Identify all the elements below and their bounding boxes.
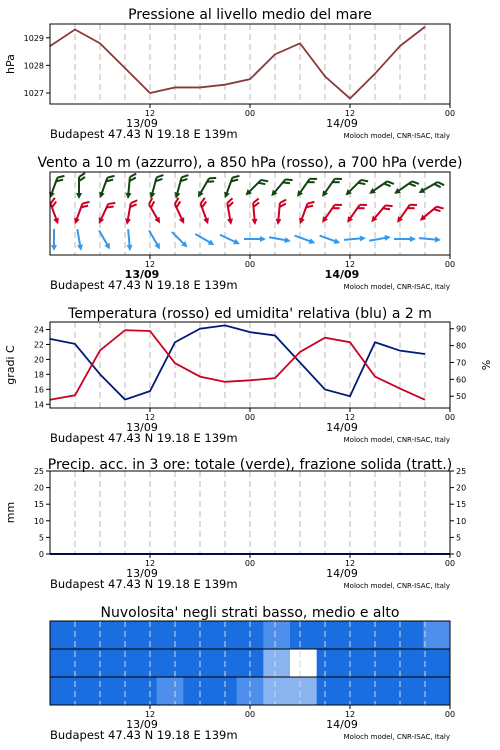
- y2-tick-label: 50: [456, 392, 467, 402]
- x-tick-label: 12: [344, 710, 356, 719]
- date-label: 14/09: [326, 421, 358, 434]
- barb-feather: [209, 175, 216, 181]
- cloud-cell: [210, 677, 237, 706]
- wind-barb-10m: [146, 229, 162, 251]
- model-credit: Moloch model, CNR-ISAC, Italy: [343, 436, 450, 444]
- location-label: Budapest 47.43 N 19.18 E 139m: [50, 278, 238, 292]
- y2-tick-label: 25: [456, 467, 467, 476]
- x-tick-label: 00: [244, 109, 256, 118]
- barb-head: [309, 238, 317, 246]
- humidity-line: [50, 325, 425, 399]
- wind-barb-850hPa: [275, 199, 286, 226]
- barb-head: [435, 237, 442, 244]
- y-tick-label: 5: [38, 533, 44, 543]
- x-tick-label: 00: [244, 413, 256, 422]
- wind-barb-10m: [419, 235, 441, 243]
- x-tick-label: 12: [344, 413, 356, 422]
- barb-feather: [182, 173, 189, 178]
- chart-title: Vento a 10 m (azzurro), a 850 hPa (rosso), a 700 hPa (verde): [37, 155, 463, 171]
- barb-feather: [232, 174, 239, 180]
- barb-feather: [107, 174, 114, 180]
- cloud-cell: [103, 677, 130, 706]
- barb-head: [208, 239, 216, 247]
- cloud-cell: [130, 621, 157, 650]
- y2-tick-label: 5: [456, 533, 462, 543]
- x-tick-label: 00: [444, 413, 456, 422]
- barb-head: [222, 192, 230, 200]
- cloud-cell: [317, 649, 344, 678]
- wind-barb-850hPa: [144, 198, 165, 225]
- y-tick-label: 16: [33, 385, 44, 395]
- wind-barb-700hPa: [125, 173, 136, 200]
- cloud-cell: [343, 677, 370, 706]
- wind-barb-850hPa: [124, 199, 137, 226]
- y2-tick-label: 90: [456, 324, 467, 334]
- cloud-cell: [50, 621, 77, 650]
- model-credit: Moloch model, CNR-ISAC, Italy: [343, 283, 450, 291]
- x-tick-label: 12: [344, 559, 356, 568]
- y2-tick-label: 70: [456, 358, 467, 368]
- wind-barb-700hPa: [320, 174, 342, 200]
- wind-barb-10m: [294, 233, 317, 246]
- x-tick-label: 00: [244, 710, 256, 719]
- cloud-cell: [317, 677, 344, 706]
- cloud-cell: [370, 677, 397, 706]
- barb-head: [410, 236, 416, 242]
- x-tick-label: 12: [144, 559, 156, 568]
- barb-head: [76, 193, 82, 199]
- chart-title: Temperatura (rosso) ed umidita' relativa (blu) a 2 m: [68, 306, 432, 322]
- barb-head: [252, 219, 259, 226]
- wind-barb-850hPa: [369, 200, 393, 226]
- y-tick-label: 18: [33, 370, 44, 380]
- wind-barb-700hPa: [195, 173, 216, 200]
- date-label: 14/09: [324, 268, 360, 281]
- barb-head: [53, 218, 61, 226]
- date-label: 14/09: [326, 117, 358, 130]
- cloud-cell: [423, 621, 450, 650]
- y-tick-label: 15: [33, 500, 44, 510]
- location-label: Budapest 47.43 N 19.18 E 139m: [50, 577, 238, 591]
- chart-title: Precip. acc. in 3 ore: totale (verde), frazione solida (tratt.): [47, 457, 453, 473]
- cloud-cell: [183, 621, 210, 650]
- y2-tick-label: 0: [456, 550, 462, 559]
- wind-barb-700hPa: [243, 175, 268, 200]
- wind-barb-10m: [319, 233, 342, 246]
- x-tick-label: 00: [444, 710, 456, 719]
- y-tick-label: 1029: [23, 33, 44, 43]
- barb-head: [127, 245, 134, 252]
- wind-barb-850hPa: [196, 198, 213, 226]
- y-tick-label: 0: [38, 550, 44, 559]
- model-credit: Moloch model, CNR-ISAC, Italy: [343, 582, 450, 590]
- y2-tick-label: 10: [456, 516, 467, 526]
- y-tick-label: 25: [33, 467, 44, 476]
- barb-head: [97, 192, 105, 200]
- wind-barb-10m: [394, 236, 416, 242]
- y-axis-label: mm: [4, 501, 17, 524]
- barb-head: [227, 218, 234, 225]
- y-axis-label: hPa: [4, 54, 17, 74]
- date-label: 13/09: [126, 421, 158, 434]
- wind-barb-10m: [194, 231, 216, 247]
- barb-head: [154, 217, 162, 225]
- y-tick-label: 10: [33, 516, 44, 526]
- cloud-cell: [397, 677, 424, 706]
- cloud-cell: [370, 621, 397, 650]
- location-label: Budapest 47.43 N 19.18 E 139m: [50, 127, 238, 141]
- wind-barb-700hPa: [392, 177, 418, 199]
- cloud-cell: [50, 677, 77, 706]
- wind-barb-700hPa: [367, 177, 393, 199]
- barb-head: [233, 239, 241, 247]
- location-label: Budapest 47.43 N 19.18 E 139m: [50, 728, 238, 742]
- x-tick-label: 12: [344, 260, 356, 269]
- wind-barb-700hPa: [343, 175, 368, 200]
- wind-barb-10m: [219, 232, 241, 247]
- y2-tick-label: 60: [456, 375, 467, 385]
- y-tick-label: 20: [33, 355, 44, 365]
- wind-barb-850hPa: [250, 199, 261, 226]
- x-tick-label: 12: [344, 109, 356, 118]
- wind-barb-700hPa: [295, 174, 317, 200]
- cloud-cell: [343, 621, 370, 650]
- cloud-cell: [290, 649, 317, 678]
- barb-feather: [157, 173, 164, 178]
- cloud-cell: [397, 621, 424, 650]
- wind-barb-10m: [244, 236, 266, 242]
- wind-barb-10m: [170, 230, 190, 250]
- barb-head: [154, 243, 162, 251]
- date-label: 13/09: [126, 567, 158, 580]
- cloud-cell: [157, 649, 184, 678]
- cloud-cell: [157, 621, 184, 650]
- barb-feather: [57, 174, 64, 180]
- x-tick-label: 00: [444, 260, 456, 269]
- x-tick-label: 00: [444, 109, 456, 118]
- y-tick-label: 1027: [23, 88, 44, 98]
- cloud-cell: [183, 649, 210, 678]
- cloud-cell: [263, 677, 290, 706]
- wind-barb-850hPa: [224, 198, 237, 225]
- cloud-cell: [263, 621, 290, 650]
- cloud-cell: [210, 649, 237, 678]
- barb-head: [125, 193, 132, 200]
- temperature-line: [50, 330, 425, 400]
- barb-feather: [108, 200, 115, 206]
- barb-head: [51, 245, 57, 251]
- barb-head: [260, 236, 266, 242]
- cloud-cell: [397, 649, 424, 678]
- cloud-cell: [290, 677, 317, 706]
- cloud-cell: [157, 677, 184, 706]
- barb-head: [334, 238, 342, 246]
- cloud-cell: [290, 621, 317, 650]
- wind-barb-850hPa: [320, 200, 342, 226]
- location-label: Budapest 47.43 N 19.18 E 139m: [50, 431, 238, 445]
- y2-tick-label: 20: [456, 483, 467, 493]
- barb-head: [417, 187, 425, 195]
- barb-head: [284, 237, 291, 244]
- barb-feather: [131, 199, 138, 204]
- y-tick-label: 20: [33, 483, 44, 493]
- barb-head: [203, 218, 211, 226]
- model-credit: Moloch model, CNR-ISAC, Italy: [343, 733, 450, 741]
- x-tick-label: 12: [144, 260, 156, 269]
- wind-barb-10m: [96, 229, 112, 251]
- cloud-cell: [103, 649, 130, 678]
- wind-barb-10m: [344, 235, 366, 243]
- barb-head: [360, 235, 367, 242]
- date-label: 14/09: [326, 718, 358, 731]
- barb-head: [72, 218, 80, 226]
- barb-head: [77, 244, 84, 251]
- y2-axis-label: %: [480, 359, 493, 371]
- cloud-cell: [370, 649, 397, 678]
- cloud-cell: [210, 621, 237, 650]
- cloud-cell: [263, 649, 290, 678]
- chart-title: Nuvolosita' negli strati basso, medio e alto: [100, 605, 400, 621]
- y-axis-label: gradi C: [4, 345, 17, 385]
- y-tick-label: 24: [33, 325, 44, 335]
- x-tick-label: 12: [144, 413, 156, 422]
- barb-feather: [307, 200, 314, 206]
- cloud-cell: [103, 621, 130, 650]
- pressure-line: [50, 27, 425, 99]
- wind-barb-10m: [269, 234, 292, 244]
- wind-barb-850hPa: [418, 202, 444, 226]
- y-tick-label: 22: [33, 340, 44, 350]
- y-tick-label: 14: [33, 400, 44, 410]
- wind-barb-10m: [51, 229, 57, 251]
- wind-barb-10m: [74, 229, 84, 252]
- chart-title: Pressione al livello medio del mare: [128, 7, 372, 23]
- barb-head: [297, 218, 305, 226]
- barb-head: [275, 219, 282, 226]
- wind-barb-10m: [125, 229, 133, 251]
- cloud-cell: [317, 621, 344, 650]
- cloud-cell: [423, 677, 450, 706]
- date-label: 13/09: [124, 268, 160, 281]
- barb-head: [384, 234, 391, 241]
- wind-barb-700hPa: [76, 173, 85, 199]
- barb-head: [179, 217, 187, 225]
- x-tick-label: 00: [244, 559, 256, 568]
- barb-head: [104, 243, 112, 251]
- date-label: 14/09: [326, 567, 358, 580]
- cloud-cell: [50, 649, 77, 678]
- model-credit: Moloch model, CNR-ISAC, Italy: [343, 132, 450, 140]
- cloud-cell: [343, 649, 370, 678]
- cloud-cell: [423, 649, 450, 678]
- wind-barb-700hPa: [417, 177, 444, 198]
- wind-barb-850hPa: [46, 198, 63, 226]
- y-tick-label: 1028: [23, 61, 44, 71]
- cloud-cell: [130, 677, 157, 706]
- x-tick-label: 12: [144, 109, 156, 118]
- cloud-cell: [130, 649, 157, 678]
- date-label: 13/09: [126, 718, 158, 731]
- wind-barb-10m: [369, 234, 392, 244]
- x-tick-label: 12: [144, 710, 156, 719]
- x-tick-label: 00: [244, 260, 256, 269]
- x-tick-label: 00: [444, 559, 456, 568]
- wind-barb-850hPa: [96, 199, 115, 226]
- wind-barb-700hPa: [269, 174, 293, 200]
- y2-tick-label: 80: [456, 341, 467, 351]
- wind-barb-850hPa: [395, 200, 417, 226]
- wind-barb-850hPa: [170, 198, 189, 225]
- date-label: 13/09: [126, 117, 158, 130]
- cloud-cell: [183, 677, 210, 706]
- wind-barb-850hPa: [345, 200, 367, 226]
- y2-tick-label: 15: [456, 500, 467, 510]
- barb-feather: [82, 200, 89, 206]
